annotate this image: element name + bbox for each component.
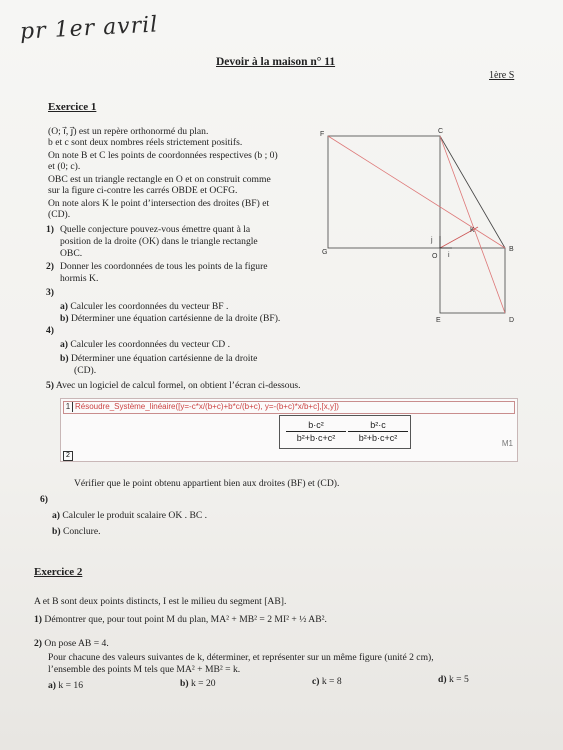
ex2-intro: A et B sont deux points distincts, I est le milieu du segment [AB].	[34, 596, 287, 607]
q6b-text: b) Conclure.	[52, 526, 101, 537]
label-o: O	[432, 253, 438, 260]
q1-text: Quelle conjecture pouvez-vous émettre quant à la	[60, 224, 251, 235]
label-c: C	[438, 128, 444, 135]
cas-screen	[60, 398, 518, 462]
square-obde	[440, 248, 505, 313]
exercise1-heading: Exercice 1	[48, 101, 97, 113]
square-ocfg	[328, 136, 440, 248]
label-g: G	[322, 249, 328, 256]
q6a-text: a) Calculer le produit scalaire OK . BC .	[52, 510, 208, 521]
label-b: B	[509, 246, 514, 253]
ex1-line: OBC est un triangle rectangle en O et on construit comme	[48, 174, 271, 185]
ex1-line: (CD).	[48, 209, 71, 220]
ex2-value-c: c) k = 8	[312, 676, 342, 687]
handwritten-note: pr 1er avril	[19, 12, 159, 45]
q4b-text: (CD).	[74, 365, 97, 376]
q4b-text: b) Déterminer une équation cartésienne de la droite	[60, 353, 258, 364]
q6-number: 6)	[40, 494, 48, 505]
ex1-line: sur la figure ci-contre les carrés OBDE et OCFG.	[48, 185, 238, 196]
label-f: F	[320, 131, 325, 138]
label-j: j	[431, 237, 433, 244]
ex2-q1: 1) Démontrer que, pour tout point M du plan, MA² + MB² = 2 MI² + ½ AB².	[34, 614, 327, 625]
verify-text: Vérifier que le point obtenu appartient bien aux droites (BF) et (CD).	[74, 478, 340, 489]
label-i: i	[448, 252, 450, 259]
cas-ml-label: M1	[501, 439, 513, 448]
line-cd	[440, 136, 505, 313]
q1-text: OBC.	[60, 248, 83, 259]
q4a-text: a) Calculer les coordonnées du vecteur CD .	[60, 339, 230, 350]
q2-text: hormis K.	[60, 273, 99, 284]
ex1-line: On note alors K le point d’intersection des droites (BF) et	[48, 198, 270, 209]
q3a-text: a) Calculer les coordonnées du vecteur BF .	[60, 301, 229, 312]
cas-result-y: b²·c b²+b·c+c²	[348, 420, 408, 443]
q4-number: 4)	[46, 325, 54, 336]
cas-output	[279, 415, 411, 449]
q2-text: Donner les coordonnées de tous les points de la figure	[60, 261, 268, 272]
ex2-q2: 2) On pose AB = 4.	[34, 638, 109, 649]
cas-row-number: 2	[63, 451, 73, 461]
ex2-value-d: d) k = 5	[438, 674, 469, 685]
cas-result-x: b·c² b²+b·c+c²	[286, 420, 346, 443]
cas-input-row	[63, 401, 515, 414]
q2-number: 2)	[46, 261, 54, 272]
exercise2-heading: Exercice 2	[34, 566, 83, 578]
geometry-figure	[318, 126, 528, 331]
ex2-value-a: a) k = 16	[48, 680, 84, 691]
label-k: K	[470, 227, 475, 234]
ex1-line: b et c sont deux nombres réels strictement positifs.	[48, 137, 243, 148]
ex1-line: (O; i⃗, j⃗) est un repère orthonormé du plan.	[48, 126, 209, 137]
class-level: 1ère S	[489, 70, 515, 81]
ex1-line: et (0; c).	[48, 161, 81, 172]
line-bf	[328, 136, 505, 248]
page-title: Devoir à la maison n° 11	[216, 56, 336, 68]
q1-number: 1)	[46, 224, 54, 235]
ex1-line: On note B et C les points de coordonnées respectives (b ; 0)	[48, 150, 278, 161]
q1-text: position de la droite (OK) dans le triangle rectangle	[60, 236, 258, 247]
label-e: E	[436, 317, 441, 324]
q5-text: 5) Avec un logiciel de calcul formel, on obtient l’écran ci-dessous.	[46, 380, 301, 391]
ex2-q2-text: Pour chacune des valeurs suivantes de k, déterminer, et représenter sur un même figure (unité 2 cm),	[48, 652, 434, 663]
ex2-q2-text: l’ensemble des points M tels que MA² + MB² = k.	[48, 664, 241, 675]
cas-command: Résoudre_Système_linéaire([y=-c*x/(b+c)+b*c/(b+c), y=-(b+c)*x/b+c],[x,y])	[75, 402, 339, 411]
q3-number: 3)	[46, 287, 54, 298]
q3b-text: b) Déterminer une équation cartésienne de la droite (BF).	[60, 313, 281, 324]
ex2-value-b: b) k = 20	[180, 678, 216, 689]
cas-row-number: 1	[64, 402, 73, 412]
label-d: D	[509, 317, 515, 324]
